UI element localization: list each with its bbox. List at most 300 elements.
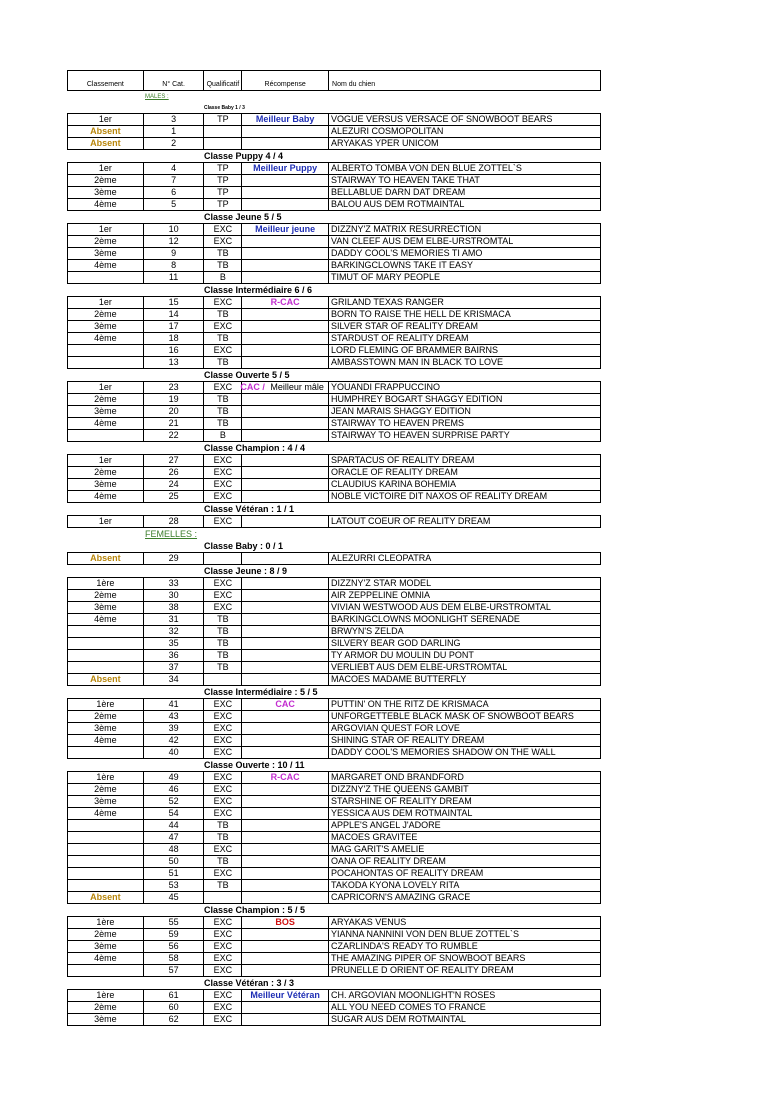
- table-row: [68, 187, 600, 199]
- table-row: [68, 406, 600, 418]
- dog-name-cell: BARKINGCLOWNS MOONLIGHT SERENADE: [331, 614, 520, 624]
- class-section-header: [67, 904, 601, 916]
- table-row: [68, 553, 600, 565]
- class-results-table: [67, 771, 601, 904]
- award-cell: [242, 747, 329, 758]
- table-row: [68, 953, 600, 965]
- cat-number-cell: 50: [144, 856, 205, 867]
- award-label: R-CAC: [270, 772, 300, 782]
- table-row: [68, 175, 600, 187]
- cat-number-cell: 8: [144, 260, 205, 271]
- dog-name-cell: UNFORGETTEBLE BLACK MASK OF SNOWBOOT BEARS: [331, 711, 574, 721]
- cat-number-cell: 12: [144, 236, 205, 247]
- dog-name-cell: CZARLINDA'S READY TO RUMBLE: [331, 941, 478, 951]
- qualification-cell: TB: [204, 260, 242, 271]
- rank-cell: 3ème: [68, 406, 144, 417]
- dog-name-cell: STARSHINE OF REALITY DREAM: [331, 796, 472, 806]
- award-cell: [242, 626, 329, 637]
- rank-cell: 3ème: [68, 248, 144, 259]
- rank-cell: 1er: [68, 297, 144, 308]
- cat-number-cell: 5: [144, 199, 205, 210]
- class-title: Classe Baby 1 / 3: [204, 105, 245, 111]
- cat-number-cell: 29: [144, 553, 205, 564]
- header-award: Récompense: [242, 71, 329, 90]
- rank-cell: 1er: [68, 455, 144, 466]
- table-row: [68, 590, 600, 602]
- table-row: [68, 699, 600, 711]
- cat-number-cell: 42: [144, 735, 205, 746]
- table-row: [68, 126, 600, 138]
- dog-name-cell: DADDY COOL'S MEMORIES TI AMO: [331, 248, 483, 258]
- dog-name-cell: STARDUST OF REALITY DREAM: [331, 333, 469, 343]
- dog-name-cell: JEAN MARAIS SHAGGY EDITION: [331, 406, 471, 416]
- table-row: [68, 868, 600, 880]
- table-row: [68, 892, 600, 904]
- cat-number-cell: 40: [144, 747, 205, 758]
- dog-name-cell: TAKODA KYONA LOVELY RITA: [331, 880, 460, 890]
- females-label: FEMELLES :: [145, 529, 198, 539]
- qualification-cell: TB: [204, 626, 242, 637]
- table-row: [68, 163, 600, 175]
- class-title: Classe Jeune : 8 / 9: [204, 566, 288, 576]
- cat-number-cell: 27: [144, 455, 205, 466]
- class-results-table: [67, 113, 601, 150]
- table-row: [68, 1002, 600, 1014]
- award-cell: [242, 553, 329, 564]
- dog-name-cell: BALOU AUS DEM ROTMAINTAL: [331, 199, 465, 209]
- dog-name-cell: VERLIEBT AUS DEM ELBE-URSTROMTAL: [331, 662, 508, 672]
- class-results-table: [67, 989, 601, 1026]
- cat-number-cell: 51: [144, 868, 205, 879]
- award-cell: [242, 674, 329, 685]
- class-section-header: [67, 503, 601, 515]
- cat-number-cell: 46: [144, 784, 205, 795]
- qualification-cell: TB: [204, 394, 242, 405]
- class-title: Classe Intermédiaire 6 / 6: [204, 285, 313, 295]
- qualification-cell: EXC: [204, 953, 242, 964]
- qualification-cell: EXC: [204, 772, 242, 783]
- class-section-header: [67, 686, 601, 698]
- table-row: [68, 491, 600, 503]
- rank-cell: Absent: [68, 892, 144, 903]
- cat-number-cell: 62: [144, 1014, 205, 1025]
- award-cell: [242, 236, 329, 247]
- award-cell: [242, 126, 329, 137]
- column-header-row: [67, 70, 601, 91]
- class-section-header: [67, 540, 601, 552]
- award-cell: [242, 953, 329, 964]
- qualification-cell: EXC: [204, 723, 242, 734]
- qualification-cell: EXC: [204, 808, 242, 819]
- cat-number-cell: 61: [144, 990, 205, 1001]
- qualification-cell: EXC: [204, 297, 242, 308]
- table-row: [68, 345, 600, 357]
- award-cell: [242, 711, 329, 722]
- rank-cell: 2ème: [68, 467, 144, 478]
- rank-cell: 1er: [68, 163, 144, 174]
- dog-name-cell: DIZZNY'Z STAR MODEL: [331, 578, 432, 588]
- class-results-table: [67, 916, 601, 977]
- award-cell: [242, 735, 329, 746]
- award-cell: [242, 175, 329, 186]
- cat-number-cell: 10: [144, 224, 205, 235]
- class-section-header: [67, 759, 601, 771]
- table-row: [68, 941, 600, 953]
- rank-cell: 4ème: [68, 260, 144, 271]
- award-cell: [242, 602, 329, 613]
- table-row: [68, 199, 600, 211]
- dog-name-cell: ARGOVIAN QUEST FOR LOVE: [331, 723, 460, 733]
- qualification-cell: EXC: [204, 747, 242, 758]
- dog-name-cell: ALBERTO TOMBA VON DEN BLUE ZOTTEL`S: [331, 163, 522, 173]
- cat-number-cell: 1: [144, 126, 205, 137]
- rank-cell: [68, 880, 144, 891]
- cat-number-cell: 18: [144, 333, 205, 344]
- class-section-header: [67, 369, 601, 381]
- qualification-cell: EXC: [204, 578, 242, 589]
- qualification-cell: EXC: [204, 491, 242, 502]
- cat-number-cell: 31: [144, 614, 205, 625]
- cat-number-cell: 32: [144, 626, 205, 637]
- qualification-cell: EXC: [204, 699, 242, 710]
- rank-cell: [68, 345, 144, 356]
- dog-name-cell: YIANNA NANNINI VON DEN BLUE ZOTTEL`S: [331, 929, 520, 939]
- qualification-cell: TB: [204, 406, 242, 417]
- cat-number-cell: 57: [144, 965, 205, 976]
- dog-name-cell: DIZZNY'Z THE QUEENS GAMBIT: [331, 784, 469, 794]
- rank-cell: [68, 272, 144, 283]
- cat-number-cell: 35: [144, 638, 205, 649]
- qualification-cell: TB: [204, 650, 242, 661]
- rank-cell: 2ème: [68, 711, 144, 722]
- qualification-cell: TP: [204, 187, 242, 198]
- dog-name-cell: STAIRWAY TO HEAVEN TAKE THAT: [331, 175, 480, 185]
- qualification-cell: EXC: [204, 941, 242, 952]
- dog-name-cell: ALEZURRI CLEOPATRA: [331, 553, 432, 563]
- rank-cell: [68, 747, 144, 758]
- females-classes: [67, 540, 601, 1026]
- cat-number-cell: 53: [144, 880, 205, 891]
- qualification-cell: EXC: [204, 236, 242, 247]
- cat-number-cell: 28: [144, 516, 205, 527]
- header-dog-name: Nom du chien: [332, 81, 376, 88]
- rank-cell: [68, 650, 144, 661]
- rank-cell: 4ème: [68, 808, 144, 819]
- dog-name-cell: TY ARMOR DU MOULIN DU PONT: [331, 650, 474, 660]
- rank-cell: [68, 856, 144, 867]
- cat-number-cell: 54: [144, 808, 205, 819]
- dog-name-cell: SPARTACUS OF REALITY DREAM: [331, 455, 475, 465]
- males-classes: [67, 103, 601, 528]
- dog-name-cell: ALL YOU NEED COMES TO FRANCE: [331, 1002, 486, 1012]
- table-row: [68, 479, 600, 491]
- rank-cell: 2ème: [68, 590, 144, 601]
- cat-number-cell: 4: [144, 163, 205, 174]
- qualification-cell: [204, 126, 242, 137]
- table-row: [68, 614, 600, 626]
- rank-cell: [68, 832, 144, 843]
- award-cell: [242, 844, 329, 855]
- table-row: [68, 602, 600, 614]
- rank-cell: 4ème: [68, 333, 144, 344]
- dog-name-cell: AMBASSTOWN MAN IN BLACK TO LOVE: [331, 357, 504, 367]
- dog-name-cell: HUMPHREY BOGART SHAGGY EDITION: [331, 394, 503, 404]
- table-row: [68, 965, 600, 977]
- award-cell: [242, 820, 329, 831]
- table-row: [68, 650, 600, 662]
- qualification-cell: EXC: [204, 467, 242, 478]
- award-cell: [242, 418, 329, 429]
- dog-name-cell: MAG GARIT'S AMELIE: [331, 844, 425, 854]
- dog-name-cell: ALEZURI COSMOPOLITAN: [331, 126, 444, 136]
- rank-cell: 2ème: [68, 309, 144, 320]
- dog-name-cell: MACOES GRAVITEE: [331, 832, 418, 842]
- cat-number-cell: 39: [144, 723, 205, 734]
- award-label: Meilleur Baby: [255, 114, 315, 124]
- rank-cell: 2ème: [68, 236, 144, 247]
- table-row: [68, 796, 600, 808]
- males-section: [67, 91, 601, 103]
- dog-name-cell: NOBLE VICTOIRE DIT NAXOS OF REALITY DREAM: [331, 491, 548, 501]
- award-cell: [242, 406, 329, 417]
- class-results-table: [67, 381, 601, 442]
- dog-name-cell: AIR ZEPPELINE OMNIA: [331, 590, 431, 600]
- cat-number-cell: 43: [144, 711, 205, 722]
- award-cell: [242, 467, 329, 478]
- qualification-cell: EXC: [204, 965, 242, 976]
- cat-number-cell: 19: [144, 394, 205, 405]
- award-cell: [242, 784, 329, 795]
- rank-cell: 1ère: [68, 699, 144, 710]
- cat-number-cell: 34: [144, 674, 205, 685]
- award-cell: [242, 224, 329, 235]
- class-title: Classe Vétéran : 1 / 1: [204, 504, 295, 514]
- rank-cell: 3ème: [68, 796, 144, 807]
- rank-cell: 3ème: [68, 723, 144, 734]
- cat-number-cell: 26: [144, 467, 205, 478]
- table-row: [68, 224, 600, 236]
- dog-name-cell: ORACLE OF REALITY DREAM: [331, 467, 458, 477]
- table-row: [68, 516, 600, 528]
- award-cell: [242, 796, 329, 807]
- class-section-header: [67, 103, 601, 113]
- cat-number-cell: 48: [144, 844, 205, 855]
- qualification-cell: [204, 138, 242, 149]
- dog-name-cell: POCAHONTAS OF REALITY DREAM: [331, 868, 484, 878]
- rank-cell: 1ère: [68, 990, 144, 1001]
- table-row: [68, 820, 600, 832]
- award-cell: [242, 614, 329, 625]
- qualification-cell: TB: [204, 662, 242, 673]
- males-label: MALES :: [145, 94, 169, 100]
- rank-cell: [68, 844, 144, 855]
- table-row: [68, 321, 600, 333]
- table-row: [68, 808, 600, 820]
- award-cell: [242, 1002, 329, 1013]
- award-cell: [242, 321, 329, 332]
- award-cell: [242, 723, 329, 734]
- qualification-cell: TB: [204, 820, 242, 831]
- dog-name-cell: BRWYN'S ZELDA: [331, 626, 404, 636]
- qualification-cell: TB: [204, 832, 242, 843]
- cat-number-cell: 20: [144, 406, 205, 417]
- table-row: [68, 248, 600, 260]
- rank-cell: 1er: [68, 224, 144, 235]
- dog-name-cell: SHINING STAR OF REALITY DREAM: [331, 735, 485, 745]
- rank-cell: 1ère: [68, 772, 144, 783]
- cat-number-cell: 13: [144, 357, 205, 368]
- qualification-cell: EXC: [204, 516, 242, 527]
- dog-name-cell: STAIRWAY TO HEAVEN PREMS: [331, 418, 465, 428]
- dog-name-cell: OANA OF REALITY DREAM: [331, 856, 446, 866]
- qualification-cell: TP: [204, 114, 242, 125]
- rank-cell: [68, 868, 144, 879]
- dog-name-cell: SILVERY BEAR GOD DARLING: [331, 638, 461, 648]
- qualification-cell: EXC: [204, 345, 242, 356]
- rank-cell: [68, 965, 144, 976]
- rank-cell: 4ème: [68, 199, 144, 210]
- cat-number-cell: 56: [144, 941, 205, 952]
- dog-name-cell: APPLE'S ANGEL J'ADORE: [331, 820, 441, 830]
- award-cell: [242, 455, 329, 466]
- cat-number-cell: 37: [144, 662, 205, 673]
- cat-number-cell: 59: [144, 929, 205, 940]
- award-cell: [242, 309, 329, 320]
- table-row: [68, 430, 600, 442]
- award-label: BOS: [275, 917, 295, 927]
- rank-cell: 1ère: [68, 917, 144, 928]
- table-row: [68, 138, 600, 150]
- dog-name-cell: LORD FLEMING OF BRAMMER BAIRNS: [331, 345, 499, 355]
- rank-cell: Absent: [68, 138, 144, 149]
- table-row: [68, 747, 600, 759]
- award-cell: [242, 430, 329, 441]
- award-cell: [242, 929, 329, 940]
- cat-number-cell: 33: [144, 578, 205, 589]
- table-row: [68, 674, 600, 686]
- females-section: [67, 528, 601, 540]
- award-cell: [242, 638, 329, 649]
- dog-name-cell: SUGAR AUS DEM ROTMAINTAL: [331, 1014, 466, 1024]
- class-title: Classe Ouverte : 10 / 11: [204, 760, 305, 770]
- qualification-cell: EXC: [204, 455, 242, 466]
- cat-number-cell: 7: [144, 175, 205, 186]
- award-cell: [242, 965, 329, 976]
- dog-name-cell: ARYAKAS VENUS: [331, 917, 407, 927]
- dog-name-cell: GRILAND TEXAS RANGER: [331, 297, 444, 307]
- cat-number-cell: 58: [144, 953, 205, 964]
- dog-name-cell: DADDY COOL'S MEMORIES SHADOW ON THE WALL: [331, 747, 556, 757]
- class-section-header: [67, 150, 601, 162]
- rank-cell: 1er: [68, 382, 144, 393]
- table-row: [68, 723, 600, 735]
- award-cell: [242, 272, 329, 283]
- rank-cell: 4ème: [68, 735, 144, 746]
- award-cell: [242, 662, 329, 673]
- award-cell: [242, 491, 329, 502]
- cat-number-cell: 14: [144, 309, 205, 320]
- table-row: [68, 626, 600, 638]
- header-qualification: Qualificatif: [204, 71, 242, 90]
- cat-number-cell: 25: [144, 491, 205, 502]
- table-row: [68, 784, 600, 796]
- class-results-table: [67, 552, 601, 565]
- class-title: Classe Ouverte 5 / 5: [204, 370, 290, 380]
- table-row: [68, 772, 600, 784]
- dog-name-cell: BARKINGCLOWNS TAKE IT EASY: [331, 260, 474, 270]
- class-title: Classe Jeune 5 / 5: [204, 212, 282, 222]
- rank-cell: 3ème: [68, 941, 144, 952]
- class-results-table: [67, 454, 601, 503]
- award-cell: [242, 357, 329, 368]
- cat-number-cell: 6: [144, 187, 205, 198]
- award-cell: [242, 516, 329, 527]
- award-cell: [242, 880, 329, 891]
- cat-number-cell: 24: [144, 479, 205, 490]
- qualification-cell: TP: [204, 199, 242, 210]
- qualification-cell: EXC: [204, 224, 242, 235]
- award-cell: [242, 808, 329, 819]
- award-cell: [242, 333, 329, 344]
- qualification-cell: EXC: [204, 479, 242, 490]
- award-cell: [242, 345, 329, 356]
- rank-cell: 2ème: [68, 784, 144, 795]
- table-row: [68, 236, 600, 248]
- class-title: Classe Intermédiaire : 5 / 5: [204, 687, 318, 697]
- award-label: Meilleur jeune: [255, 224, 316, 234]
- rank-cell: 1ère: [68, 578, 144, 589]
- dog-name-cell: SILVER STAR OF REALITY DREAM: [331, 321, 479, 331]
- class-title: Classe Baby : 0 / 1: [204, 541, 284, 551]
- class-section-header: [67, 211, 601, 223]
- class-section-header: [67, 284, 601, 296]
- class-title: Classe Vétéran : 3 / 3: [204, 978, 295, 988]
- dog-name-cell: STAIRWAY TO HEAVEN SURPRISE PARTY: [331, 430, 510, 440]
- rank-cell: 1er: [68, 114, 144, 125]
- cat-number-cell: 49: [144, 772, 205, 783]
- rank-cell: 4ème: [68, 953, 144, 964]
- table-row: [68, 394, 600, 406]
- award-cell: [242, 382, 329, 393]
- table-row: [68, 1014, 600, 1026]
- award-cell: [242, 260, 329, 271]
- award-cell: [242, 479, 329, 490]
- rank-cell: 2ème: [68, 1002, 144, 1013]
- award-label: CAC: [275, 699, 295, 709]
- rank-cell: 3ème: [68, 321, 144, 332]
- table-row: [68, 418, 600, 430]
- qualification-cell: B: [204, 430, 242, 441]
- class-results-table: [67, 223, 601, 284]
- class-title: Classe Champion : 4 / 4: [204, 443, 306, 453]
- award-cell: [242, 699, 329, 710]
- qualification-cell: B: [204, 272, 242, 283]
- dog-name-cell: ARYAKAS YPER UNICOM: [331, 138, 439, 148]
- table-row: [68, 382, 600, 394]
- cat-number-cell: 44: [144, 820, 205, 831]
- qualification-cell: EXC: [204, 844, 242, 855]
- table-row: [68, 272, 600, 284]
- dog-name-cell: BORN TO RAISE THE HELL DE KRISMACA: [331, 309, 511, 319]
- class-title: Classe Champion : 5 / 5: [204, 905, 306, 915]
- cat-number-cell: 15: [144, 297, 205, 308]
- cat-number-cell: 11: [144, 272, 205, 283]
- award-cell: [242, 590, 329, 601]
- award-cell: [242, 578, 329, 589]
- award-cell: [242, 297, 329, 308]
- dog-name-cell: MARGARET OND BRANDFORD: [331, 772, 464, 782]
- cat-number-cell: 41: [144, 699, 205, 710]
